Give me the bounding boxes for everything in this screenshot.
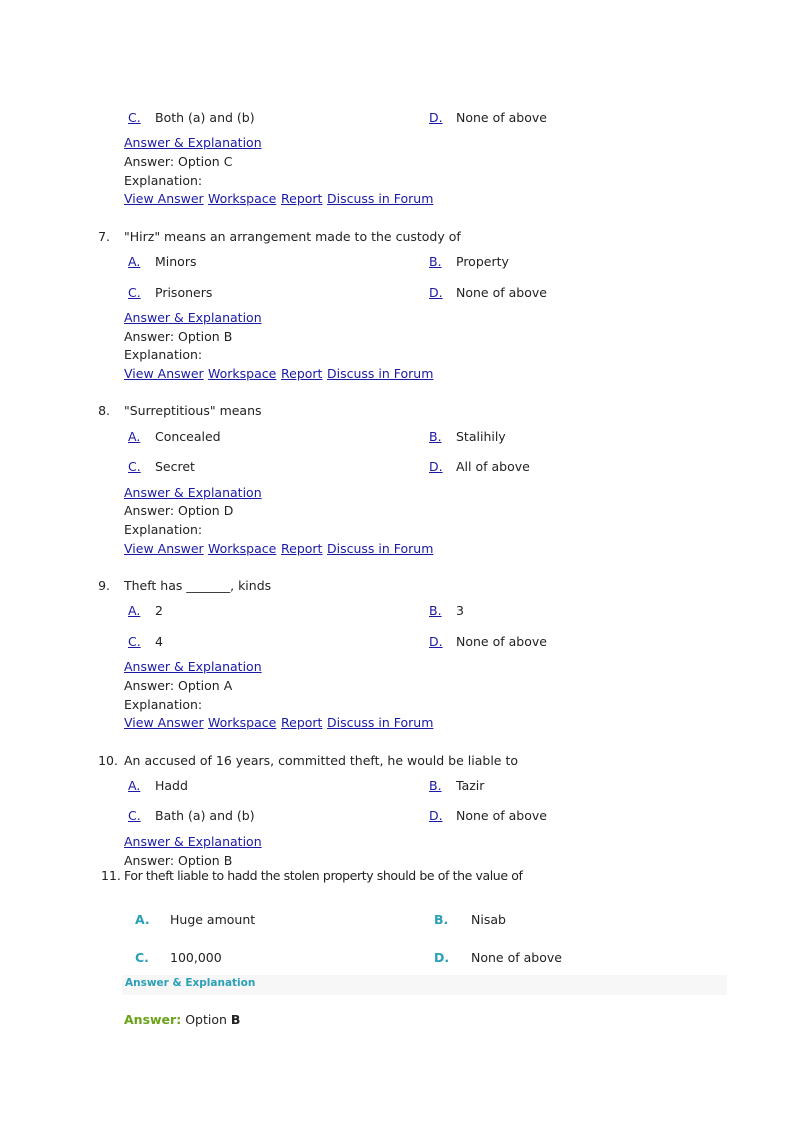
answer-explanation-link[interactable]: Answer & Explanation bbox=[124, 659, 262, 674]
workspace-link[interactable]: Workspace bbox=[208, 366, 277, 381]
explanation-label: Explanation: bbox=[124, 347, 203, 362]
explanation-label: Explanation: bbox=[124, 697, 203, 712]
option-c-link[interactable]: C. bbox=[128, 459, 141, 474]
explanation-label: Explanation: bbox=[124, 522, 203, 537]
answer-prefix: Option bbox=[185, 1012, 231, 1027]
discuss-forum-link[interactable]: Discuss in Forum bbox=[327, 191, 434, 206]
view-answer-link[interactable]: View Answer bbox=[124, 715, 204, 730]
workspace-link[interactable]: Workspace bbox=[208, 191, 277, 206]
option-b-text: Tazir bbox=[456, 778, 485, 793]
answer-text: Answer: Option B bbox=[124, 329, 233, 344]
report-link[interactable]: Report bbox=[281, 715, 323, 730]
explanation-label: Explanation: bbox=[124, 173, 203, 188]
option-b-label[interactable]: B. bbox=[434, 912, 449, 927]
question-number: 8. bbox=[98, 403, 110, 418]
question-number: 10. bbox=[98, 753, 118, 768]
option-c-link[interactable]: C. bbox=[128, 634, 141, 649]
option-a-text: Hadd bbox=[155, 778, 188, 793]
discuss-forum-link[interactable]: Discuss in Forum bbox=[327, 366, 434, 381]
answer-explanation-bar-label[interactable]: Answer & Explanation bbox=[125, 977, 256, 989]
option-a-link[interactable]: A. bbox=[128, 603, 141, 618]
option-b-link[interactable]: B. bbox=[429, 778, 442, 793]
option-d-link[interactable]: D. bbox=[429, 285, 443, 300]
view-answer-link[interactable]: View Answer bbox=[124, 541, 204, 556]
option-c-text: 100,000 bbox=[170, 950, 222, 965]
question-number: 11. bbox=[101, 868, 121, 883]
option-c-link[interactable]: C. bbox=[128, 285, 141, 300]
question-text: Theft has _______, kinds bbox=[124, 578, 272, 593]
question-text: "Hirz" means an arrangement made to the custody of bbox=[124, 229, 461, 244]
option-d-text: None of above bbox=[456, 808, 547, 823]
option-b-text: Stalihily bbox=[456, 429, 506, 444]
option-b-text: Nisab bbox=[471, 912, 506, 927]
option-c-text: Secret bbox=[155, 459, 195, 474]
report-link[interactable]: Report bbox=[281, 541, 323, 556]
question-number: 9. bbox=[98, 578, 110, 593]
discuss-forum-link[interactable]: Discuss in Forum bbox=[327, 715, 434, 730]
option-c-text: 4 bbox=[155, 634, 163, 649]
option-c-text: Both (a) and (b) bbox=[155, 110, 255, 125]
question-text: For theft liable to hadd the stolen property should be of the value of bbox=[124, 868, 523, 883]
option-a-link[interactable]: A. bbox=[128, 429, 141, 444]
answer-text: Answer: Option B bbox=[124, 853, 233, 868]
discuss-forum-link[interactable]: Discuss in Forum bbox=[327, 541, 434, 556]
option-d-label[interactable]: D. bbox=[434, 950, 450, 965]
option-c-link[interactable]: C. bbox=[128, 110, 141, 125]
question-text: "Surreptitious" means bbox=[124, 403, 262, 418]
option-b-link[interactable]: B. bbox=[429, 254, 442, 269]
option-a-text: Concealed bbox=[155, 429, 221, 444]
option-c-text: Bath (a) and (b) bbox=[155, 808, 255, 823]
option-d-text: All of above bbox=[456, 459, 530, 474]
option-d-link[interactable]: D. bbox=[429, 110, 443, 125]
view-answer-link[interactable]: View Answer bbox=[124, 191, 204, 206]
option-a-text: 2 bbox=[155, 603, 163, 618]
question-number: 7. bbox=[98, 229, 110, 244]
answer-text: Answer: Option A bbox=[124, 678, 233, 693]
answer-text: Answer: Option C bbox=[124, 154, 233, 169]
answer-explanation-link[interactable]: Answer & Explanation bbox=[124, 135, 262, 150]
workspace-link[interactable]: Workspace bbox=[208, 715, 277, 730]
workspace-link[interactable]: Workspace bbox=[208, 541, 277, 556]
answer-value: B bbox=[230, 1012, 241, 1027]
option-d-link[interactable]: D. bbox=[429, 459, 443, 474]
option-b-link[interactable]: B. bbox=[429, 603, 442, 618]
report-link[interactable]: Report bbox=[281, 366, 323, 381]
option-a-link[interactable]: A. bbox=[128, 254, 141, 269]
option-d-link[interactable]: D. bbox=[429, 634, 443, 649]
option-d-text: None of above bbox=[456, 110, 547, 125]
option-c-label[interactable]: C. bbox=[135, 950, 149, 965]
view-answer-link[interactable]: View Answer bbox=[124, 366, 204, 381]
option-a-label[interactable]: A. bbox=[135, 912, 150, 927]
option-d-text: None of above bbox=[471, 950, 562, 965]
option-c-text: Prisoners bbox=[155, 285, 213, 300]
option-a-text: Huge amount bbox=[170, 912, 256, 927]
answer-explanation-link[interactable]: Answer & Explanation bbox=[124, 485, 262, 500]
answer-text: Answer: Option D bbox=[124, 503, 234, 518]
option-c-link[interactable]: C. bbox=[128, 808, 141, 823]
question-text: An accused of 16 years, committed theft, he would be liable to bbox=[124, 753, 519, 768]
option-d-link[interactable]: D. bbox=[429, 808, 443, 823]
option-d-text: None of above bbox=[456, 285, 547, 300]
answer-label: Answer: bbox=[124, 1012, 182, 1027]
option-a-link[interactable]: A. bbox=[128, 778, 141, 793]
report-link[interactable]: Report bbox=[281, 191, 323, 206]
answer-line bbox=[124, 1012, 240, 1027]
option-b-text: Property bbox=[456, 254, 509, 269]
answer-explanation-bar[interactable] bbox=[122, 975, 727, 995]
option-a-text: Minors bbox=[155, 254, 197, 269]
answer-explanation-link[interactable]: Answer & Explanation bbox=[124, 310, 262, 325]
option-b-link[interactable]: B. bbox=[429, 429, 442, 444]
answer-explanation-link[interactable]: Answer & Explanation bbox=[124, 834, 262, 849]
option-d-text: None of above bbox=[456, 634, 547, 649]
option-b-text: 3 bbox=[456, 603, 464, 618]
